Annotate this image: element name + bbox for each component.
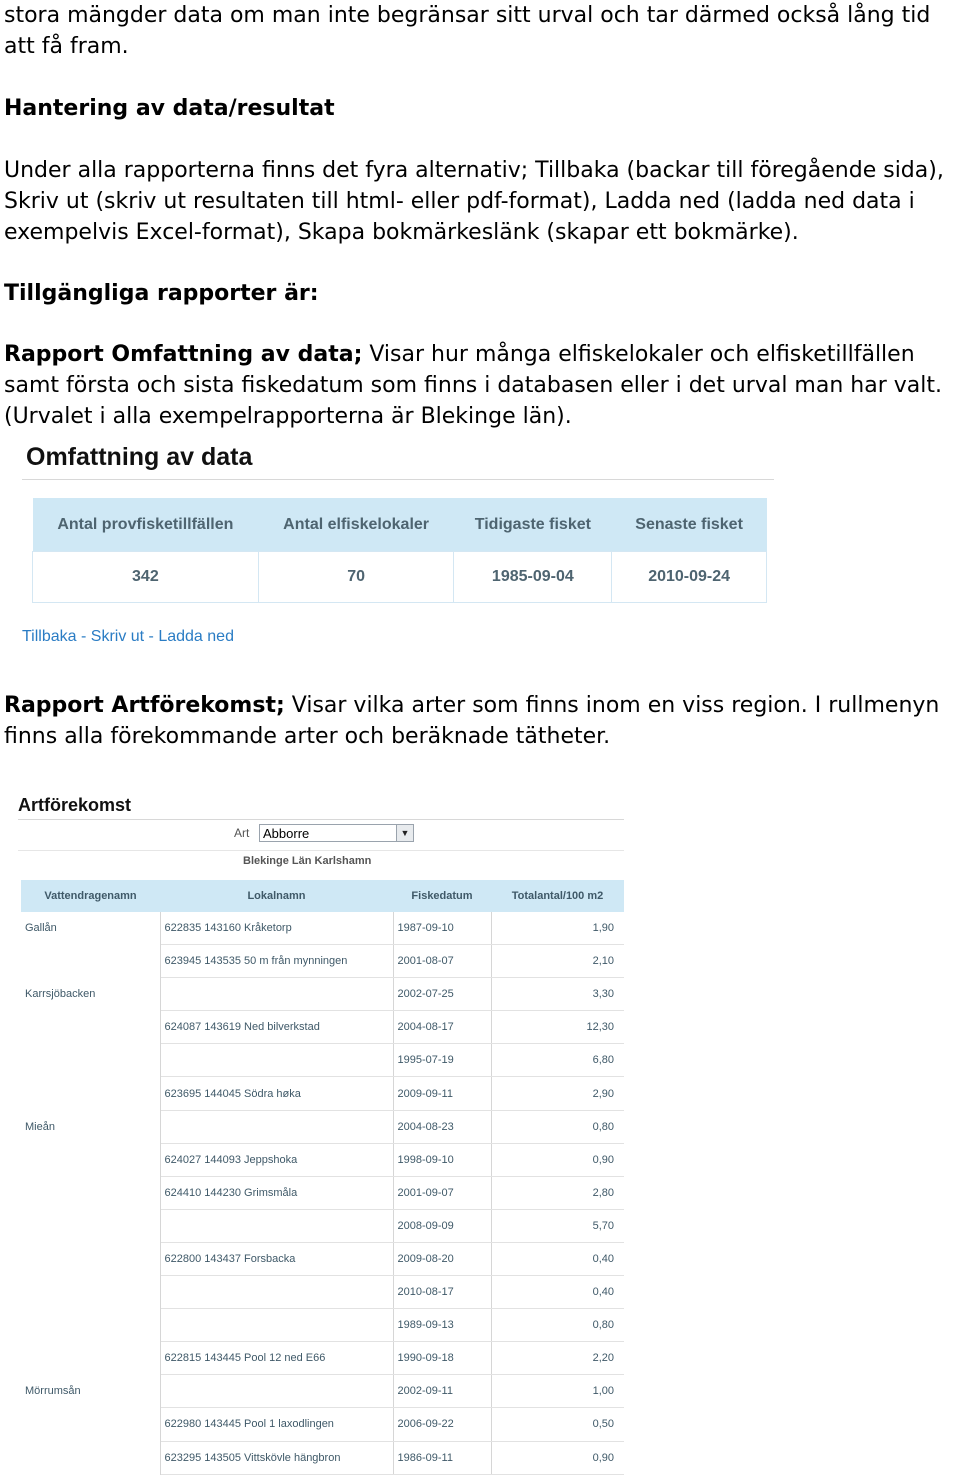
table-cell: 2010-08-17 <box>393 1276 491 1309</box>
intro-paragraph: stora mängder data om man inte begränsar sitt urval och tar därmed också lång tid att få fram. <box>4 3 931 59</box>
divider <box>18 819 624 820</box>
table-cell <box>21 1011 160 1044</box>
table-cell: 2008-09-09 <box>393 1209 491 1242</box>
table-cell: 12,30 <box>491 1011 624 1044</box>
table-cell: 1989-09-13 <box>393 1309 491 1342</box>
separator: - <box>76 628 91 645</box>
chevron-down-icon[interactable]: ▼ <box>396 825 413 841</box>
separator: - <box>144 628 159 645</box>
omfattning-table <box>32 498 767 603</box>
art-select[interactable] <box>259 824 414 842</box>
table-cell: 1995-07-19 <box>393 1044 491 1077</box>
table-row <box>21 1044 624 1077</box>
table-row <box>21 1176 624 1209</box>
art-label: Art <box>234 826 250 840</box>
table-cell: 0,80 <box>491 1309 624 1342</box>
column-header: Fiskedatum <box>393 880 491 912</box>
table-row <box>33 552 767 603</box>
table-cell: 622980 143445 Pool 1 laxodlingen <box>160 1408 393 1441</box>
table-cell: 1,00 <box>491 1375 624 1408</box>
table-cell: 1986-09-11 <box>393 1441 491 1474</box>
region-label: Blekinge Län Karlshamn <box>243 855 372 867</box>
table-cell <box>160 978 393 1011</box>
table-cell: 1990-09-18 <box>393 1342 491 1375</box>
hantering-paragraph: Under alla rapporterna finns det fyra alternativ; Tillbaka (backar till föregående sida), Skriv ut (skriv ut resultaten till html- eller pdf-format), Ladda ned (ladda ned data i exempelvis Excel-format), Skapa bokmärkeslänk (skapar ett bokmärke). <box>4 158 944 245</box>
table-row <box>21 1077 624 1110</box>
table-cell <box>160 1375 393 1408</box>
table-row <box>21 1242 624 1275</box>
table-cell: 2002-09-11 <box>393 1375 491 1408</box>
table-cell: 624027 144093 Jeppshoka <box>160 1143 393 1176</box>
table-cell: 70 <box>258 552 454 603</box>
artforekomst-table <box>21 880 624 1475</box>
table-row <box>21 978 624 1011</box>
table-row <box>21 1110 624 1143</box>
report-actions <box>22 628 234 646</box>
table-cell: 5,70 <box>491 1209 624 1242</box>
table-cell: 2010-09-24 <box>612 552 767 603</box>
table-row <box>21 1408 624 1441</box>
rapport-omfattning-body: Visar hur många elfiskelokaler och elfisketillfällen samt första och sista fiskedatum som finns i databasen eller i det urval man har valt. (Urvalet i alla exempelrapporterna är Blekinge län). <box>4 342 942 429</box>
heading-hantering: Hantering av data/resultat <box>4 96 335 121</box>
table-cell: 1998-09-10 <box>393 1143 491 1176</box>
table-cell: 0,90 <box>491 1143 624 1176</box>
table-cell: 623295 143505 Vittskövle hängbron <box>160 1441 393 1474</box>
table-cell <box>21 1309 160 1342</box>
table-cell: 624087 143619 Ned bilverkstad <box>160 1011 393 1044</box>
heading-tillgangliga: Tillgängliga rapporter är: <box>4 281 319 306</box>
table-cell: 2004-08-23 <box>393 1110 491 1143</box>
table-cell: 2,20 <box>491 1342 624 1375</box>
rapport-artforekomst-body: Visar vilka arter som finns inom en viss region. I rullmenyn finns alla förekommande arter och beräknade tätheter. <box>4 693 940 749</box>
table-cell <box>21 1077 160 1110</box>
table-cell: 342 <box>33 552 259 603</box>
table-cell: 3,30 <box>491 978 624 1011</box>
table-cell: 1987-09-10 <box>393 912 491 945</box>
table-cell: 623945 143535 50 m från mynningen <box>160 945 393 978</box>
table-cell: 2009-08-20 <box>393 1242 491 1275</box>
table-cell <box>21 1276 160 1309</box>
table-cell: 622815 143445 Pool 12 ned E66 <box>160 1342 393 1375</box>
table-cell <box>21 1441 160 1474</box>
print-link[interactable]: Skriv ut <box>90 628 145 645</box>
table-cell: 2002-07-25 <box>393 978 491 1011</box>
art-select-value: Abborre <box>263 826 310 841</box>
back-link[interactable]: Tillbaka <box>22 628 77 645</box>
table-cell: 0,40 <box>491 1276 624 1309</box>
table-cell: 0,80 <box>491 1110 624 1143</box>
table-row <box>21 1441 624 1474</box>
column-header: Antal provfisketillfällen <box>33 498 259 552</box>
table-cell: 622835 143160 Kråketorp <box>160 912 393 945</box>
column-header: Tidigaste fisket <box>454 498 612 552</box>
table-row <box>21 945 624 978</box>
table-cell: 1985-09-04 <box>454 552 612 603</box>
table-cell <box>160 1209 393 1242</box>
divider <box>18 850 624 851</box>
table-cell <box>160 1110 393 1143</box>
table-cell <box>160 1309 393 1342</box>
rapport-omfattning-paragraph <box>4 339 960 432</box>
table-row <box>21 1276 624 1309</box>
table-cell: 622800 143437 Forsbacka <box>160 1242 393 1275</box>
table-row <box>21 912 624 945</box>
table-cell: 1,90 <box>491 912 624 945</box>
table-cell: 0,40 <box>491 1242 624 1275</box>
table-cell <box>21 1044 160 1077</box>
download-link[interactable]: Ladda ned <box>158 628 234 645</box>
table-cell: Gallån <box>21 912 160 945</box>
table-row <box>21 1143 624 1176</box>
column-header: Senaste fisket <box>612 498 767 552</box>
divider <box>22 479 774 480</box>
table-cell: 2001-09-07 <box>393 1176 491 1209</box>
table-cell <box>21 1242 160 1275</box>
table-cell: 0,50 <box>491 1408 624 1441</box>
table-cell <box>21 1209 160 1242</box>
table-cell: 624410 144230 Grimsmåla <box>160 1176 393 1209</box>
table-cell: 2009-09-11 <box>393 1077 491 1110</box>
table-cell: 623695 144045 Södra høka <box>160 1077 393 1110</box>
table-cell <box>21 945 160 978</box>
table-cell: 2,80 <box>491 1176 624 1209</box>
table-cell <box>21 1408 160 1441</box>
table-cell: Mieån <box>21 1110 160 1143</box>
column-header: Totalantal/100 m2 <box>491 880 624 912</box>
table-cell: 0,90 <box>491 1441 624 1474</box>
table-cell: 2,10 <box>491 945 624 978</box>
table-cell <box>21 1176 160 1209</box>
table-row <box>21 1375 624 1408</box>
table-cell: 6,80 <box>491 1044 624 1077</box>
rapport-artforekomst-title: Rapport Artförekomst; <box>4 693 285 718</box>
table-cell: 2006-09-22 <box>393 1408 491 1441</box>
table-row <box>21 1011 624 1044</box>
table-cell <box>160 1276 393 1309</box>
table-cell: Karrsjöbacken <box>21 978 160 1011</box>
artforekomst-title: Artförekomst <box>18 795 132 815</box>
table-row <box>21 1209 624 1242</box>
table-cell <box>21 1342 160 1375</box>
table-cell <box>160 1044 393 1077</box>
column-header: Vattendragenamn <box>21 880 160 912</box>
table-cell: 2004-08-17 <box>393 1011 491 1044</box>
column-header: Antal elfiskelokaler <box>258 498 454 552</box>
table-cell: Mörrumsån <box>21 1375 160 1408</box>
rapport-omfattning-title: Rapport Omfattning av data; <box>4 342 363 367</box>
table-row <box>21 1309 624 1342</box>
table-cell: 2,90 <box>491 1077 624 1110</box>
table-row <box>21 1342 624 1375</box>
table-cell <box>21 1143 160 1176</box>
table-cell: 2001-08-07 <box>393 945 491 978</box>
rapport-artforekomst-paragraph <box>4 690 960 752</box>
column-header: Lokalnamn <box>160 880 393 912</box>
omfattning-title: Omfattning av data <box>26 443 253 471</box>
